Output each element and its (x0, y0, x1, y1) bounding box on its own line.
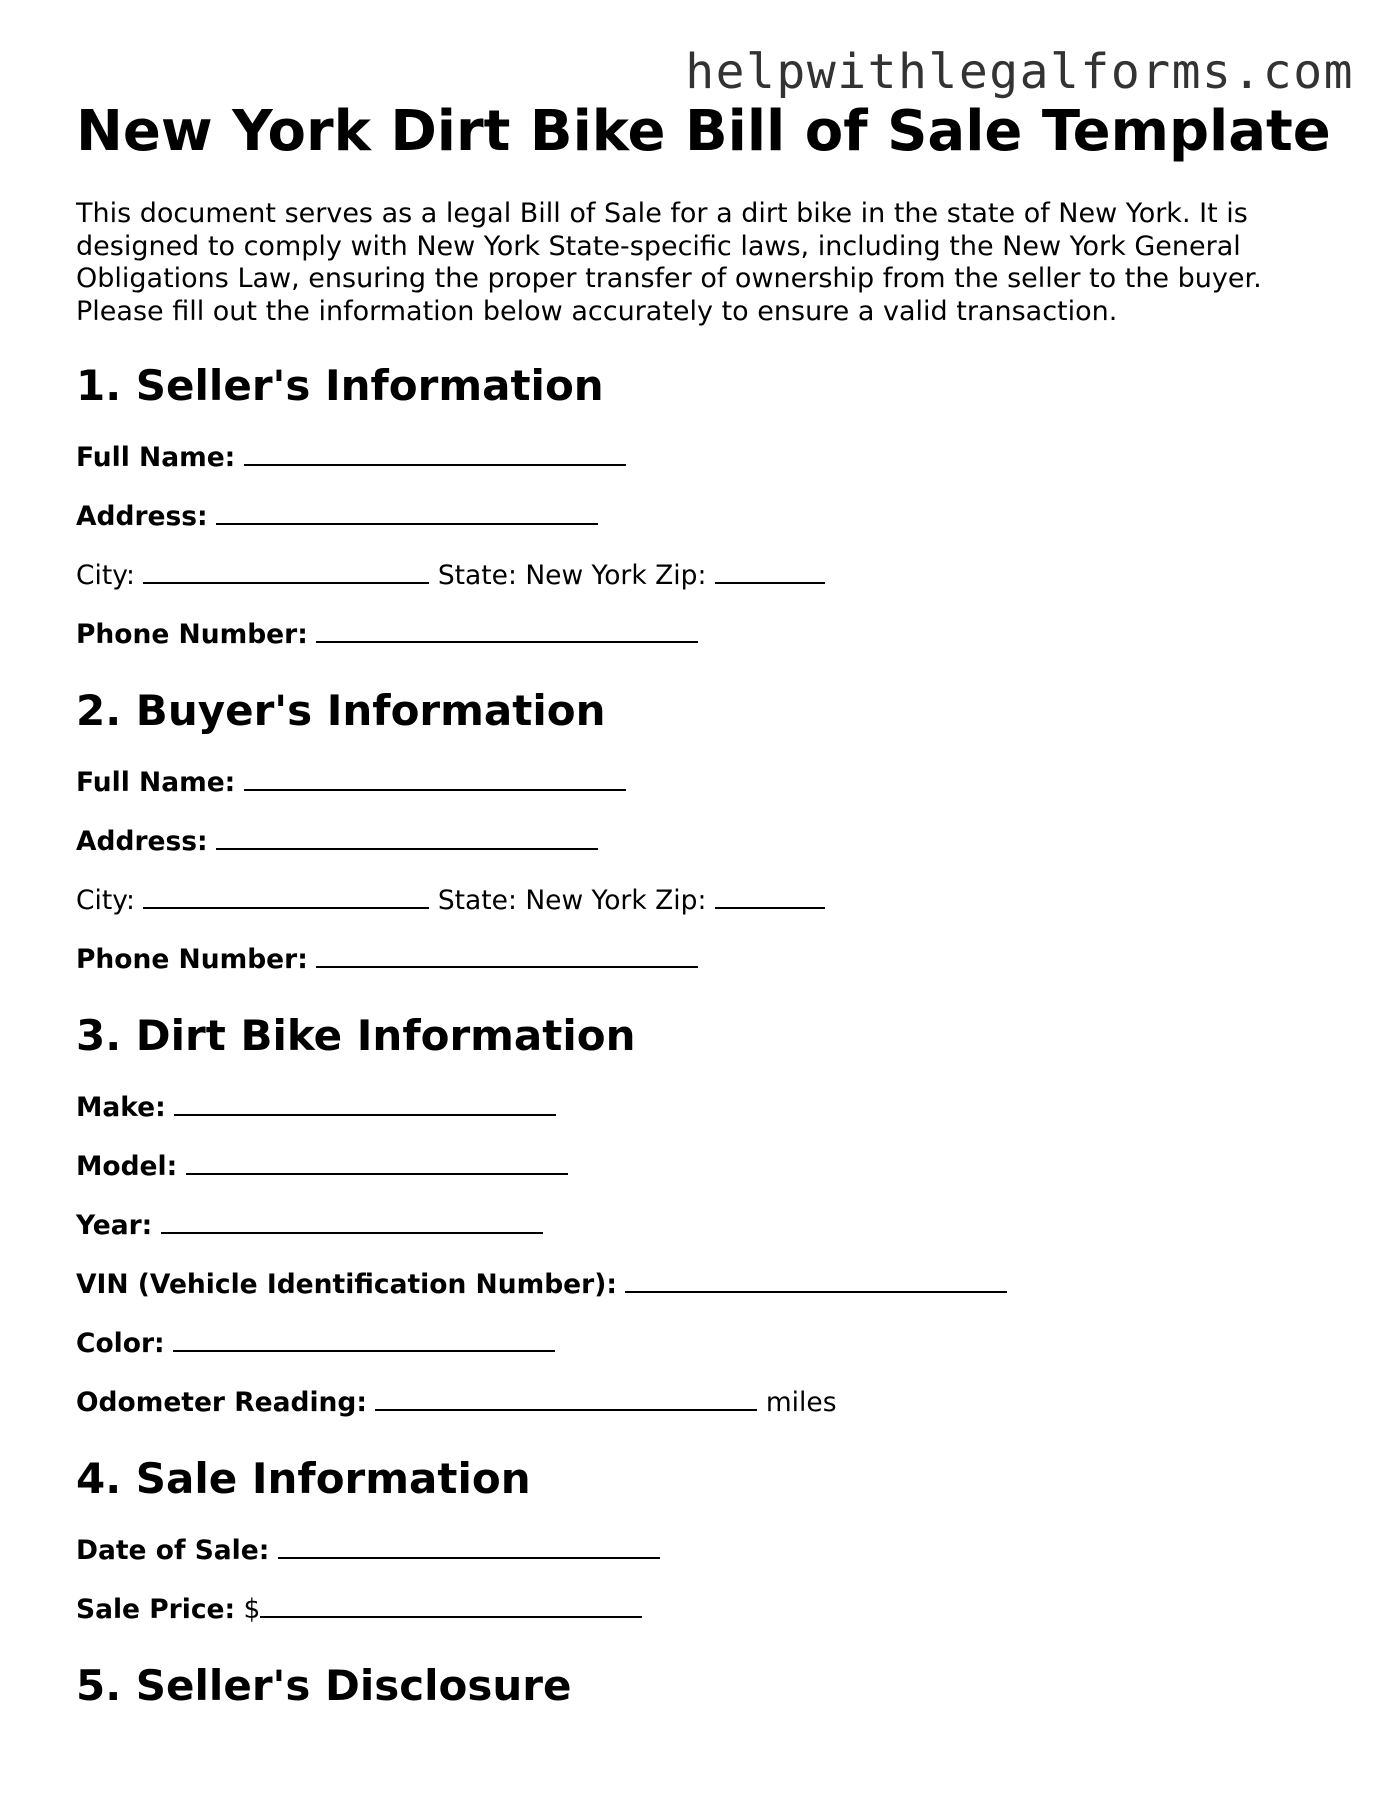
bike-odometer-field[interactable] (375, 1385, 757, 1411)
buyer-address-row (76, 824, 1336, 860)
bike-section (76, 1008, 1336, 1421)
buyer-full-name-field[interactable] (244, 765, 626, 791)
bike-make-row (76, 1090, 1336, 1126)
buyer-city-field[interactable] (143, 883, 429, 909)
seller-full-name-field[interactable] (244, 440, 626, 466)
bike-model-field[interactable] (186, 1149, 568, 1175)
bike-vin-field[interactable] (625, 1267, 1007, 1293)
sale-currency-symbol: $ (243, 1594, 261, 1625)
seller-phone-row (76, 617, 1336, 653)
seller-full-name-row (76, 440, 1336, 476)
bike-odometer-unit: miles (765, 1387, 837, 1418)
bike-model-row (76, 1149, 1336, 1185)
bike-make-label: Make: (76, 1092, 166, 1123)
buyer-zip-field[interactable] (715, 883, 825, 909)
buyer-city-row (76, 883, 1336, 919)
seller-full-name-label: Full Name: (76, 442, 236, 473)
bike-make-field[interactable] (174, 1090, 556, 1116)
sale-date-field[interactable] (278, 1533, 660, 1559)
seller-zip-label: Zip: (655, 560, 707, 591)
page-title: New York Dirt Bike Bill of Sale Template (76, 99, 1331, 164)
bike-year-field[interactable] (161, 1208, 543, 1234)
bike-year-row (76, 1208, 1336, 1244)
disclosure-section (76, 1658, 1336, 1714)
seller-address-row (76, 499, 1336, 535)
buyer-address-label: Address: (76, 826, 208, 857)
buyer-address-field[interactable] (216, 824, 598, 850)
site-watermark: helpwithlegalforms.com (685, 44, 1354, 100)
sale-price-row (76, 1592, 1336, 1628)
seller-heading: 1. Seller's Information (76, 361, 604, 410)
disclosure-heading: 5. Seller's Disclosure (76, 1661, 572, 1710)
buyer-heading: 2. Buyer's Information (76, 686, 606, 735)
buyer-section (76, 683, 1336, 978)
bike-vin-label: VIN (Vehicle Identification Number): (76, 1269, 617, 1300)
seller-city-label: City: (76, 560, 135, 591)
bike-model-label: Model: (76, 1151, 178, 1182)
buyer-phone-label: Phone Number: (76, 944, 308, 975)
bike-year-label: Year: (76, 1210, 153, 1241)
buyer-phone-field[interactable] (316, 942, 698, 968)
seller-phone-field[interactable] (316, 617, 698, 643)
bike-vin-row (76, 1267, 1336, 1303)
sale-price-field[interactable] (260, 1592, 642, 1618)
buyer-city-label: City: (76, 885, 135, 916)
sale-price-label: Sale Price: (76, 1594, 236, 1625)
seller-phone-label: Phone Number: (76, 619, 308, 650)
seller-address-label: Address: (76, 501, 208, 532)
seller-city-field[interactable] (143, 558, 429, 584)
seller-section (76, 358, 1336, 653)
buyer-full-name-label: Full Name: (76, 767, 236, 798)
buyer-full-name-row (76, 765, 1336, 801)
buyer-phone-row (76, 942, 1336, 978)
bike-color-row (76, 1326, 1336, 1362)
bike-color-field[interactable] (173, 1326, 555, 1352)
seller-city-row (76, 558, 1336, 594)
bike-odometer-row (76, 1385, 1336, 1421)
sale-section (76, 1451, 1336, 1628)
intro-paragraph: This document serves as a legal Bill of Sale for a dirt bike in the state of New York. It is designed to comply with New York State-specific laws, including the New York General Obligations Law, ensuring the proper transfer of ownership from the seller to the buyer. Please fill out the information below accurately to ensure a valid transaction. (76, 198, 1262, 327)
sale-date-label: Date of Sale: (76, 1535, 270, 1566)
sale-heading: 4. Sale Information (76, 1454, 531, 1503)
bike-heading: 3. Dirt Bike Information (76, 1011, 636, 1060)
seller-state-label: State: New York (437, 560, 647, 591)
buyer-zip-label: Zip: (655, 885, 707, 916)
seller-address-field[interactable] (216, 499, 598, 525)
bike-odometer-label: Odometer Reading: (76, 1387, 367, 1418)
sale-date-row (76, 1533, 1336, 1569)
buyer-state-label: State: New York (437, 885, 647, 916)
bike-color-label: Color: (76, 1328, 165, 1359)
document-body (76, 96, 1336, 1714)
seller-zip-field[interactable] (715, 558, 825, 584)
